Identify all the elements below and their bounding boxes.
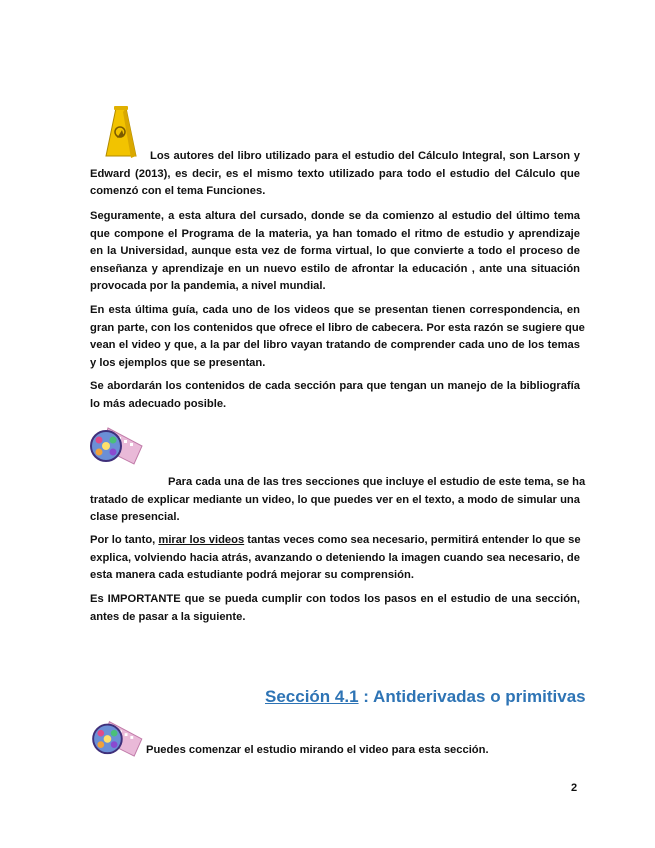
paragraph-sections xyxy=(90,378,580,413)
text-line: Se abordarán los contenidos de cada sección para que tengan un manejo de la bibliografía xyxy=(90,380,580,392)
text-line: y los ejemplos que se presentan. xyxy=(90,356,266,369)
film-reel-icon xyxy=(90,716,144,758)
text-line: clase presencial. xyxy=(90,511,180,523)
text-line: Los autores del libro utilizado para el estudio del Cálculo Integral, son Larson y xyxy=(150,150,580,162)
text-line: Seguramente, a esta altura del cursado, donde se da comienzo al estudio del último tema xyxy=(90,210,580,222)
text-line: esta manera cada estudiante podrá mejorar su comprensión. xyxy=(90,569,414,581)
text-line: Es IMPORTANTE que se pueda cumplir con todos los pasos en el estudio de una sección, xyxy=(90,593,580,605)
paragraph-guide xyxy=(90,302,585,372)
text-line: En esta última guía, cada uno de los videos que se presentan tienen correspondencia, en xyxy=(90,304,580,316)
text-line: Puedes comenzar el estudio mirando el video para esta sección. xyxy=(146,744,489,756)
paragraph-important xyxy=(90,591,580,626)
text-line: lo más adecuado posible. xyxy=(90,397,227,410)
text-fragment: Por lo tanto, xyxy=(90,534,159,546)
text-line: tratado de explicar mediante un video, lo que puedes ver en el texto, a modo de simular una xyxy=(90,493,580,506)
text-line: comenzó con el tema Funciones. xyxy=(90,185,266,197)
section-number: Sección 4.1 xyxy=(265,687,359,706)
text-line: antes de pasar a la siguiente. xyxy=(90,610,246,623)
video-note xyxy=(146,742,566,760)
text-line: Para cada una de las tres secciones que incluye el estudio de este tema, se ha xyxy=(168,476,586,488)
text-line: Edward (2013), es decir, es el mismo texto utilizado para todo el estudio del Cálculo que xyxy=(90,167,580,180)
text-line xyxy=(90,532,580,550)
film-reel-icon xyxy=(88,422,144,466)
paragraph-context xyxy=(90,208,580,296)
text-fragment: tantas veces como sea necesario, permitirá entender lo que se xyxy=(244,534,581,546)
text-line: gran parte, con los contenidos que ofrece el libro de cabecera. Por esta razón se sugiere que xyxy=(90,321,585,334)
text-line: provocada por la pandemia, a nivel mundial. xyxy=(90,280,326,292)
paragraph-video-explain xyxy=(90,474,586,527)
text-line: enseñanza y aprendizaje en un nuevo estilo de afrontar la educación , ante una situación xyxy=(90,262,580,275)
page-number: 2 xyxy=(571,782,578,794)
text-line: vean el video y que, a la par del libro vayan tratando de comprender cada uno de los temas xyxy=(90,339,580,351)
paragraph-authors xyxy=(90,148,580,201)
section-title: : Antiderivadas o primitivas xyxy=(358,687,586,706)
text-line: explica, volviendo hacia atrás, avanzando o deteniendo la imagen cuando sea necesario, de xyxy=(90,551,580,564)
watch-videos-emphasis: mirar los videos xyxy=(158,534,245,546)
text-line: que compone el Programa de la materia, ya han tomado el ritmo de estudio y aprendizaje xyxy=(90,227,580,240)
paragraph-watch-videos xyxy=(90,532,580,585)
section-heading xyxy=(265,687,586,707)
text-line: en la Universidad, aunque esta vez de forma virtual, lo que convierte a todo el proceso de xyxy=(90,245,580,257)
